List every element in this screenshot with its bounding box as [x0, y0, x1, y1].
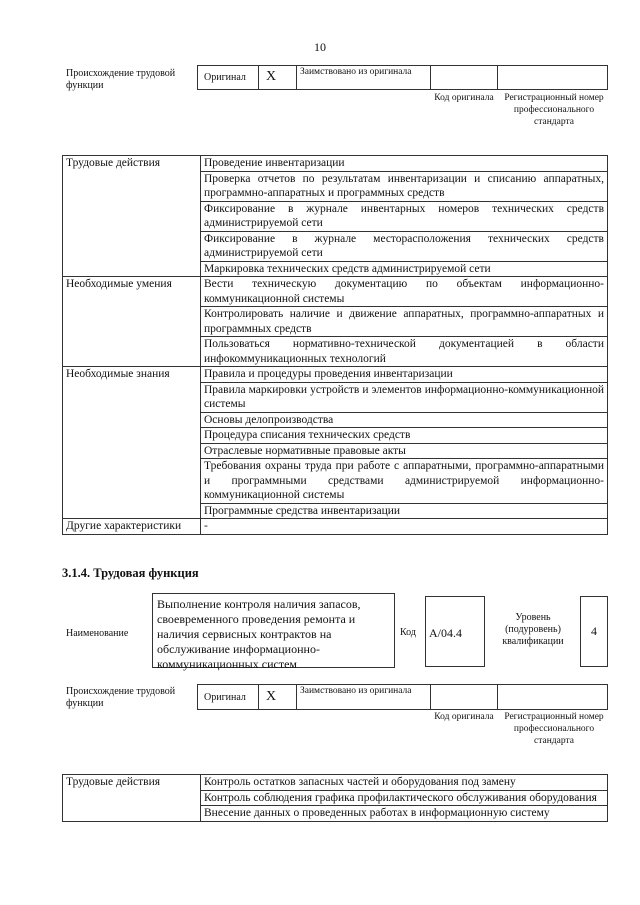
table-cell: Правила маркировки устройств и элементов информационно-коммуникационной системы	[201, 382, 608, 412]
code-caption: Код оригинала	[434, 712, 494, 722]
borrowed-label: Заимствовано из оригинала	[300, 686, 412, 696]
table-cell: Проведение инвентаризации	[201, 156, 608, 172]
table-cell: Вести техническую документацию по объектам информационно-коммуникационной системы	[201, 277, 608, 307]
table-header-other: Другие характеристики	[63, 519, 201, 535]
table-cell: -	[201, 519, 608, 535]
origin-label: Происхождение трудовой функции	[66, 68, 176, 91]
labor-function-table-2	[62, 774, 608, 822]
table-cell: Проверка отчетов по результатам инвентаризации и списанию аппаратных, программно-аппаратных и программных средств	[201, 171, 608, 201]
original-mark: X	[266, 689, 277, 704]
table-header-knowledge: Необходимые знания	[63, 367, 201, 519]
borrowed-label: Заимствовано из оригинала	[300, 67, 412, 77]
table-header-labor-actions: Трудовые действия	[63, 775, 201, 822]
original-mark: X	[266, 69, 277, 84]
page-number: 10	[314, 40, 326, 54]
function-name-box: Выполнение контроля наличия запасов, своевременного проведения ремонта и наличия сервисных контрактов на обслуживание информационно-коммуникационных систем	[152, 593, 395, 668]
table-cell: Маркировка технических средств администрируемой сети	[201, 261, 608, 277]
table-cell: Фиксирование в журнале месторасположения технических средств администрируемой сети	[201, 231, 608, 261]
table-header-skills: Необходимые умения	[63, 277, 201, 367]
table-cell: Контролировать наличие и движение аппаратных, программно-аппаратных и программных средств	[201, 307, 608, 337]
table-cell: Фиксирование в журнале инвентарных номеров технических средств администрируемой сети	[201, 201, 608, 231]
table-cell: Контроль соблюдения графика профилактического обслуживания оборудования	[201, 790, 608, 806]
level-label: Уровень (подуровень) квалификации	[502, 612, 564, 647]
table-cell: Контроль остатков запасных частей и оборудования под замену	[201, 775, 608, 791]
origin-label: Происхождение трудовой функции	[66, 686, 176, 709]
table-cell: Процедура списания технических средств	[201, 428, 608, 444]
table-cell: Требования охраны труда при работе с аппаратными, программно-аппаратными и программными средствами администрируемой информационно-коммуникационной системы	[201, 459, 608, 504]
table-cell: Правила и процедуры проведения инвентаризации	[201, 367, 608, 383]
code-label: Код	[400, 627, 416, 638]
code-value: A/04.4	[429, 626, 462, 640]
original-label: Оригинал	[204, 72, 246, 83]
labor-function-table-1	[62, 155, 608, 535]
reg-caption: Регистрационный номер профессионального стандарта	[504, 712, 604, 746]
reg-caption: Регистрационный номер профессионального стандарта	[504, 93, 604, 127]
table-cell: Пользоваться нормативно-технической документацией в области инфокоммуникационных технологий	[201, 337, 608, 367]
section-heading: 3.1.4. Трудовая функция	[62, 566, 199, 580]
table-cell: Основы делопроизводства	[201, 412, 608, 428]
table-cell: Отраслевые нормативные правовые акты	[201, 443, 608, 459]
name-label: Наименование	[66, 628, 129, 639]
table-header-labor-actions: Трудовые действия	[63, 156, 201, 277]
table-cell: Внесение данных о проведенных работах в информационную систему	[201, 806, 608, 822]
level-value: 4	[591, 624, 597, 638]
original-label: Оригинал	[204, 692, 246, 703]
code-caption: Код оригинала	[434, 93, 494, 103]
table-cell: Программные средства инвентаризации	[201, 503, 608, 519]
